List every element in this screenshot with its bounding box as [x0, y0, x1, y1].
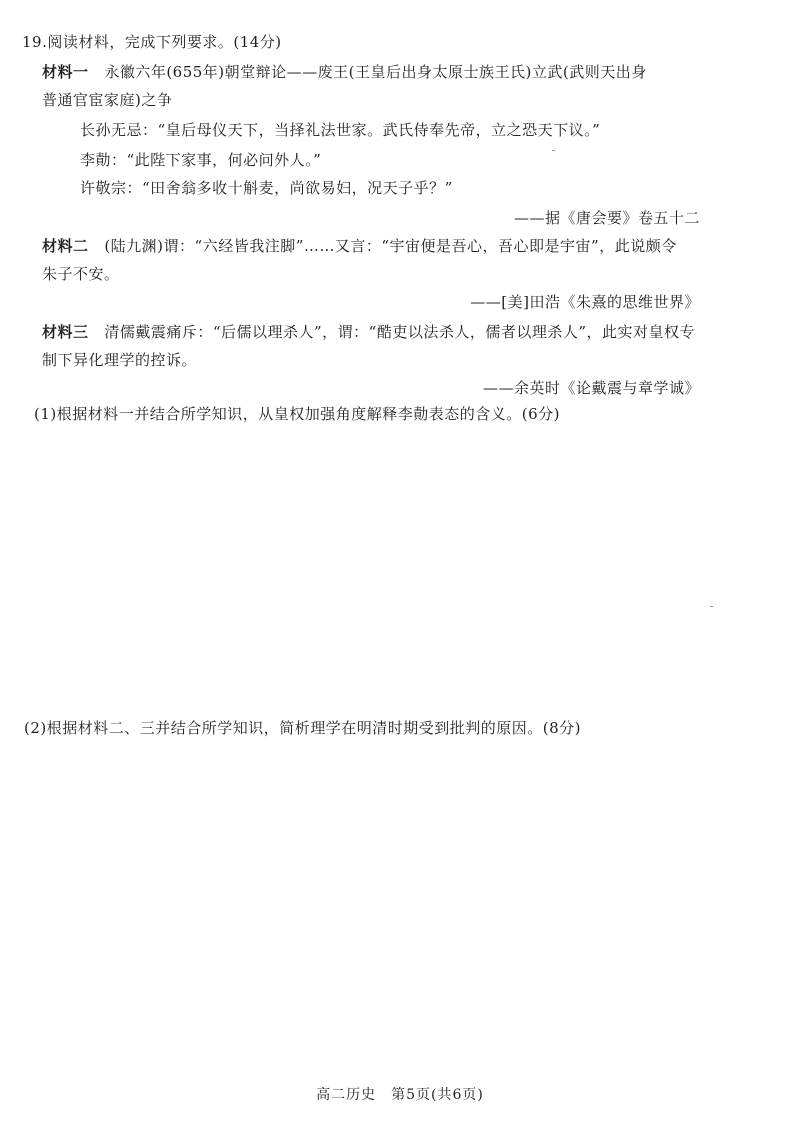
material2-first-line [42, 236, 677, 256]
subquestion-1: (1)根据材料一并结合所学知识，从皇权加强角度解释李勣表态的含义。(6分) [34, 405, 560, 423]
material1-source: ——据《唐会要》卷五十二 [513, 209, 700, 227]
material3-text-line1: 清儒戴震痛斥：“后儒以理杀人”，谓：“酷吏以法杀人，儒者以理杀人”，此实对皇权专 [104, 323, 696, 341]
answer-area-1[interactable] [30, 432, 770, 712]
material3-first-line [42, 322, 695, 342]
material2-text-line1: (陆九渊)谓：“六经皆我注脚”……又言：“宇宙便是吾心，吾心即是宇宙”，此说颇令 [104, 237, 677, 255]
answer-area-2[interactable] [30, 746, 770, 1066]
material1-label: 材料一 [42, 63, 89, 81]
material1-first-line [42, 62, 647, 82]
material2-text-line2: 朱子不安。 [42, 265, 120, 283]
material3-source: ——余英时《论戴震与章学诚》 [482, 379, 700, 397]
scan-speck [710, 606, 713, 607]
scan-speck [552, 150, 555, 151]
page-footer: 高二历史 第5页(共6页) [316, 1087, 484, 1103]
material1-quote-xujingzong: 许敬宗：“田舍翁多收十斛麦，尚欲易妇，况天子乎？” [80, 179, 453, 197]
question-header: 19.阅读材料，完成下列要求。(14分) [22, 33, 282, 51]
subquestion-2: (2)根据材料二、三并结合所学知识，简析理学在明清时期受到批判的原因。(8分) [24, 719, 581, 737]
material2-label: 材料二 [42, 237, 89, 255]
material1-quote-zhangsun: 长孙无忌：“皇后母仪天下，当择礼法世家。武氏侍奉先帝，立之恐天下议。” [80, 121, 601, 139]
material1-text-line1: 永徽六年(655年)朝堂辩论——废王(王皇后出身太原士族王氏)立武(武则天出身 [104, 63, 647, 81]
material1-text-line2: 普通官宦家庭)之争 [42, 91, 173, 109]
material2-source: ——[美]田浩《朱熹的思维世界》 [470, 293, 700, 311]
material3-text-line2: 制下异化理学的控诉。 [42, 351, 198, 369]
material3-label: 材料三 [42, 323, 89, 341]
material1-quote-liji: 李勣：“此陛下家事，何必问外人。” [80, 151, 322, 169]
